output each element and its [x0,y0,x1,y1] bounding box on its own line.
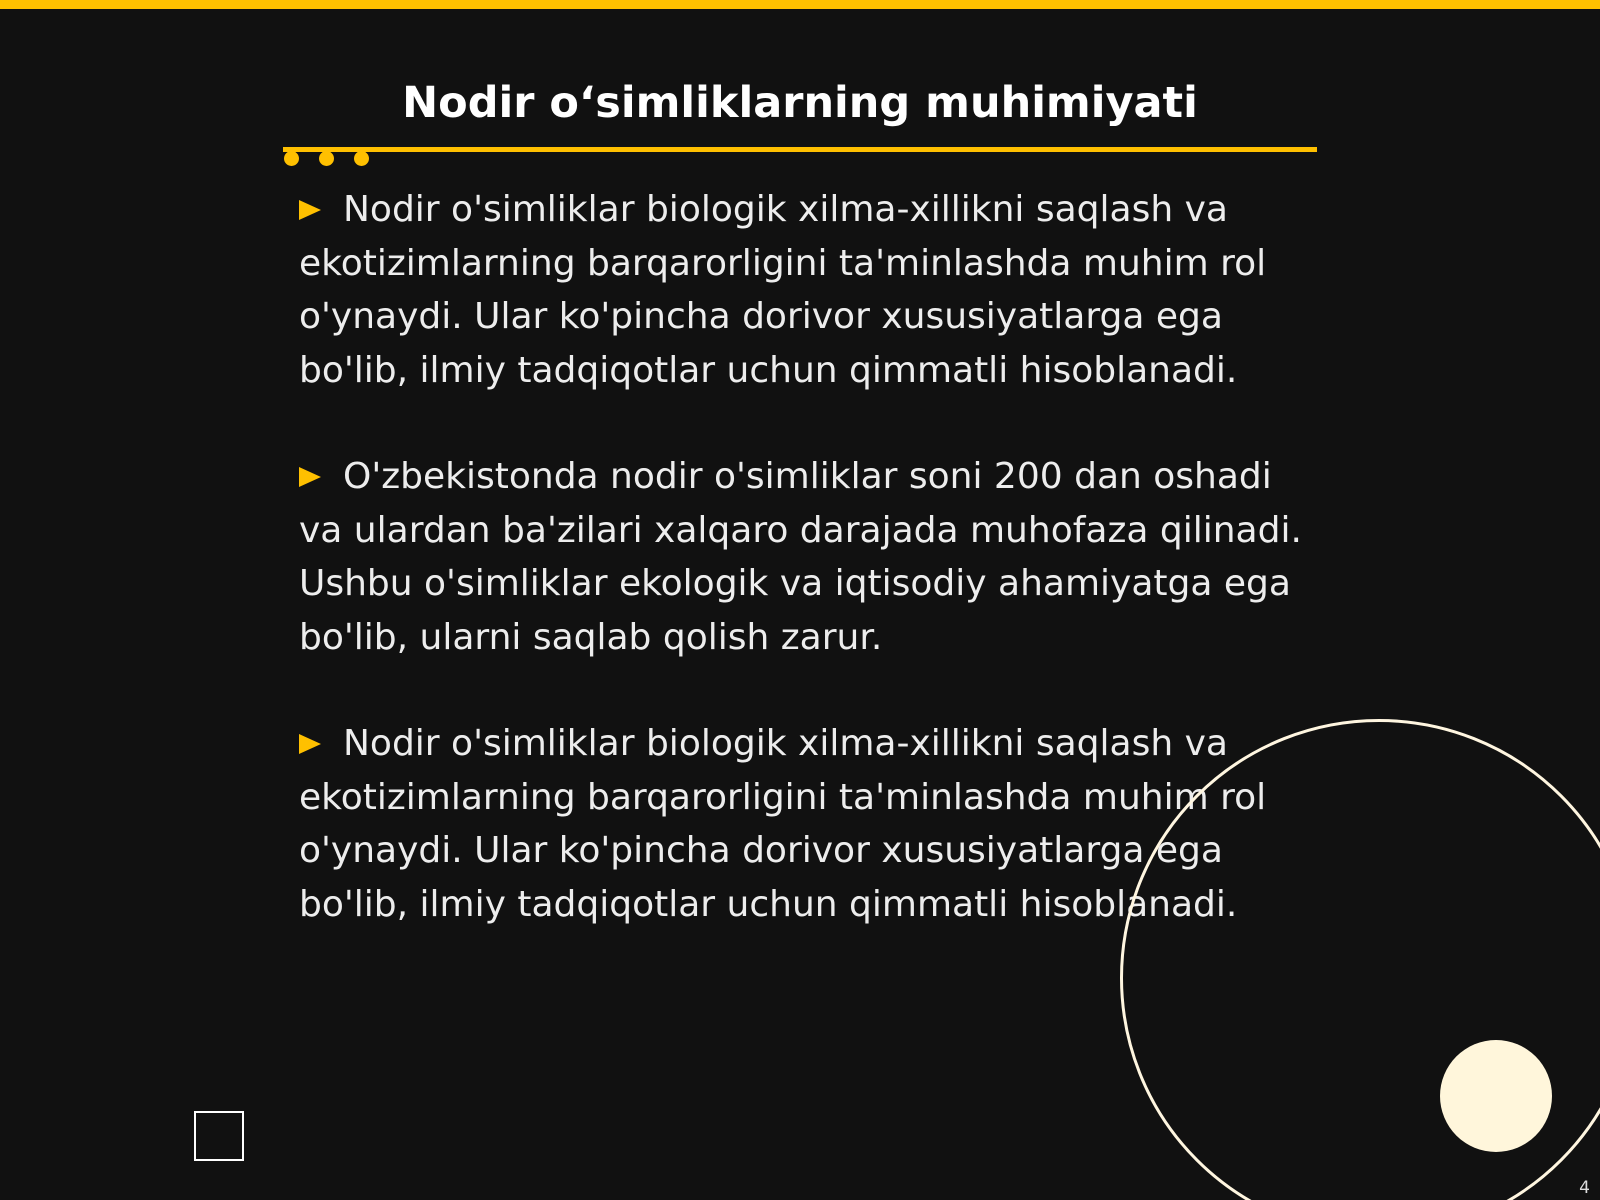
decorative-square [194,1111,244,1161]
bullet-text: Nodir o'simliklar biologik xilma-xillikni saqlash va ekotizimlarning barqarorligini ta'minlashda muhim rol o'ynaydi. Ular ko'pincha dorivor xususiyatlarga ega bo'lib, ilmiy tadqiqotlar uchun qimmatli hisoblanadi. [299,723,1267,925]
triangle-right-icon [299,467,321,487]
decorative-dot [354,151,369,166]
bullet-item [299,183,1311,397]
triangle-right-icon [299,200,321,220]
bullet-text: Nodir o'simliklar biologik xilma-xillikni saqlash va ekotizimlarning barqarorligini ta'minlashda muhim rol o'ynaydi. Ular ko'pincha dorivor xususiyatlarga ega bo'lib, ilmiy tadqiqotlar uchun qimmatli hisoblanadi. [299,189,1267,391]
bullet-item [299,450,1311,664]
top-accent-bar [0,0,1600,9]
slide-title: Nodir o‘simliklarning muhimiyati [402,78,1198,128]
title-underline [283,147,1317,152]
triangle-right-icon [299,734,321,754]
decorative-circle-filled [1440,1040,1552,1152]
slide-number: 4 [1579,1178,1590,1198]
decorative-dot [284,151,299,166]
decorative-dot [319,151,334,166]
bullet-text: O'zbekistonda nodir o'simliklar soni 200 dan oshadi va ulardan ba'zilari xalqaro darajada muhofaza qilinadi. Ushbu o'simliklar ekologik va iqtisodiy ahamiyatga ega bo'lib, ularni saqlab qolish zarur. [299,456,1302,658]
